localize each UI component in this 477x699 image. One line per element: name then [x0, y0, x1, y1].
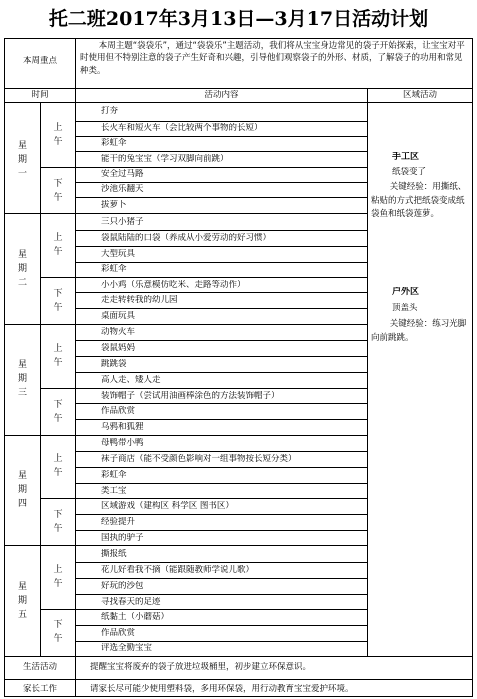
activity-item: 能干的兔宝宝（学习双脚向前跳） — [101, 154, 229, 164]
activity-item: 安全过马路 — [101, 169, 144, 179]
activity-item: 三只小猪子 — [101, 217, 144, 227]
pm-label-fri: 下 午 — [53, 620, 63, 644]
pm-label-wed: 下 午 — [53, 400, 63, 424]
activity-item: 沙池乐翻天 — [101, 184, 144, 194]
activity-item: 好玩的沙包 — [101, 581, 144, 591]
life-text: 提醒宝宝将废弃的袋子放进垃圾桶里，初步建立环保意识。 — [90, 662, 312, 672]
activity-item: 寻找春天的足迹 — [101, 597, 161, 607]
area-block1-text: 关键经验：用撕纸、粘贴的方式把纸袋变成纸袋鱼和纸袋莲萝。 — [371, 182, 467, 220]
activity-item: 拔萝卜 — [101, 200, 127, 210]
am-label-tue: 上 午 — [53, 233, 63, 257]
day-name-thu: 星 期 四 — [17, 471, 27, 509]
pm-label-thu: 下 午 — [53, 510, 63, 534]
activity-item: 大型玩具 — [101, 249, 136, 259]
life-label: 生活活动 — [22, 662, 57, 672]
activity-item: 花儿好看我不摘（能跟随教师学说儿歌） — [101, 565, 255, 575]
header-time: 时间 — [31, 90, 49, 100]
pm-label-tue: 下 午 — [53, 289, 63, 313]
area-block2-title: 户外区 — [392, 287, 420, 297]
activity-item: 袋鼠陆陆的口袋（养成从小爱劳动的好习惯） — [101, 233, 272, 243]
activity-item: 纸黏土（小蘑菇） — [101, 612, 170, 622]
activity-item: 动物火车 — [101, 327, 136, 337]
page-title: 托二班2017年3月13日—3月17日活动计划 — [48, 8, 429, 30]
activity-item: 彩虹伞 — [101, 264, 127, 274]
am-label-fri: 上 午 — [53, 565, 63, 589]
activity-item: 高人走、矮人走 — [101, 375, 161, 385]
area-block1-title: 手工区 — [392, 152, 420, 162]
activity-item: 长火车和短火车（会比较两个事物的长短） — [101, 123, 263, 133]
focus-label: 本周重点 — [22, 56, 57, 66]
activity-item: 袋鼠妈妈 — [101, 343, 136, 353]
activity-item: 评选全勤宝宝 — [101, 643, 153, 653]
activity-item: 小小鸡（乐意模仿吃米、走路等动作） — [101, 280, 246, 290]
activity-item: 区域游戏（建构区 科学区 图书区） — [101, 501, 234, 511]
activity-item: 经验提升 — [101, 517, 136, 527]
activity-item: 国执的驴子 — [101, 533, 144, 543]
area-block1-sub: 纸袋变了 — [392, 167, 427, 177]
activity-item: 乌鸦和狐狸 — [101, 422, 144, 432]
am-label-wed: 上 午 — [53, 344, 63, 368]
activity-item: 桌面玩具 — [101, 311, 136, 321]
activity-item: 彩虹伞 — [101, 138, 127, 148]
activity-item: 作品欣赏 — [101, 406, 136, 416]
activity-item: 跳跳袋 — [101, 359, 127, 369]
activity-item: 打夯 — [101, 106, 119, 116]
pm-label-mon: 下 午 — [53, 179, 63, 203]
header-content: 活动内容 — [204, 90, 239, 100]
activity-item: 彩虹伞 — [101, 470, 127, 480]
area-block2-sub: 顶盖头 — [392, 303, 418, 313]
parent-label: 家长工作 — [22, 684, 57, 694]
activity-item: 袜子商店（能不受颜色影响对一组事物按长短分类） — [101, 454, 297, 464]
activity-item: 母鸭带小鸭 — [101, 438, 144, 448]
focus-text: 本周主题“袋袋乐”，通过“袋袋乐”主题活动，我们将从宝宝身边常见的袋子开始探索，让宝宝对平时使用但不特别注意的袋子产生好奇和兴趣，引导他们观察袋子的外形、材质，了解袋子的功用和常见种类。 — [80, 41, 465, 76]
day-name-tue: 星 期 二 — [17, 250, 27, 288]
activity-item: 装饰帽子（尝试用油画棒涂色的方法装饰帽子） — [101, 391, 280, 401]
parent-text: 请家长尽可能少使用塑料袋，多用环保袋，用行动教育宝宝爱护环境。 — [90, 684, 354, 694]
header-area: 区域活动 — [402, 90, 437, 100]
activity-item: 类工宝 — [101, 486, 127, 496]
day-name-mon: 星 期 一 — [17, 141, 27, 179]
activity-item: 撕报纸 — [101, 549, 127, 559]
am-label-mon: 上 午 — [53, 123, 63, 147]
am-label-thu: 上 午 — [53, 454, 63, 478]
day-name-fri: 星 期 五 — [17, 582, 27, 620]
activity-item: 作品欣赏 — [101, 628, 136, 638]
area-block2-text: 关键经验：练习光脚向前跳跳。 — [371, 319, 467, 343]
day-name-wed: 星 期 三 — [17, 360, 27, 398]
activity-item: 走走转转我的幼儿园 — [101, 295, 178, 305]
